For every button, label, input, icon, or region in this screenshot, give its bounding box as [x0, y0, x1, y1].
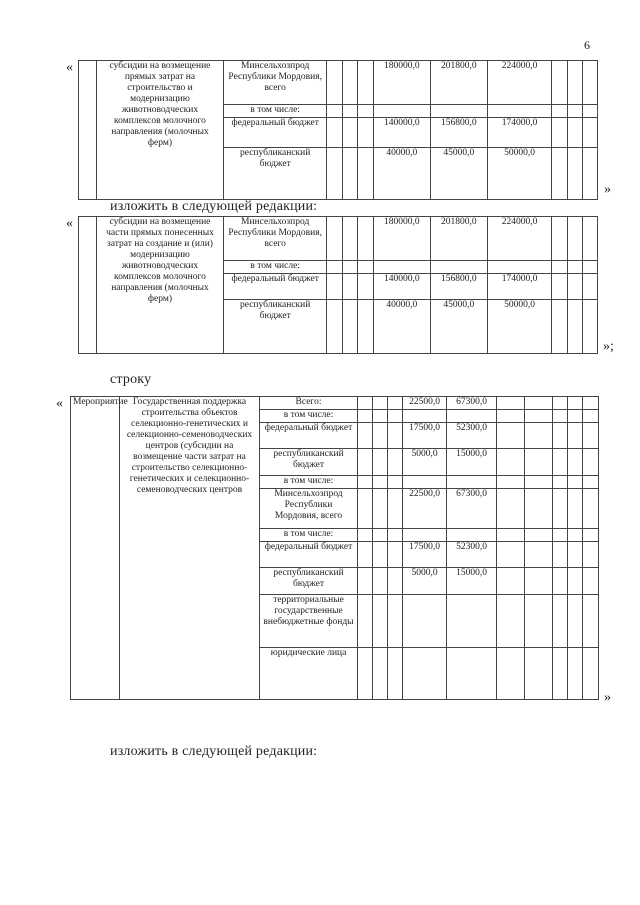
value-cell: 67300,0 [447, 397, 497, 410]
value-cell: 45000,0 [430, 300, 487, 354]
table-row [79, 217, 598, 261]
value-cell: 52300,0 [447, 423, 497, 449]
measure-description: субсидии на возмещение прямых затрат на строительство и модернизацию животноводческих комплексов молочного направления (молочных ферм) [96, 61, 224, 200]
row-instruction: строку [110, 372, 152, 387]
measure-description: Государственная поддержка строительства объектов селекционно-генетических и селекционно-семеноводческих центров (субсидии на возмещение части затрат на строительство селекционно-генетических и селекционно-семеноводческих центров [120, 397, 260, 700]
row-label: в том числе: [260, 529, 358, 542]
page-number: 6 [584, 38, 590, 52]
measure-description: субсидии на возмещение части прямых понесенных затрат на создание и (или) модернизацию животноводческих комплексов молочного направления (молочных ферм) [96, 217, 224, 354]
open-quote: « [66, 216, 73, 231]
value-cell: 17500,0 [403, 423, 447, 449]
row-label: Минсельхозпрод Республики Мордовия, всего [224, 61, 327, 105]
value-cell: 224000,0 [487, 217, 551, 261]
row-label: республиканский бюджет [224, 148, 327, 200]
row-label: Всего: [260, 397, 358, 410]
value-cell: 17500,0 [403, 542, 447, 568]
table-row [79, 61, 598, 105]
value-cell: 201800,0 [430, 217, 487, 261]
value-cell: 5000,0 [403, 449, 447, 476]
edit-instruction: изложить в следующей редакции: [110, 744, 318, 759]
close-quote: » [604, 690, 611, 705]
row-label: Минсельхозпрод Республики Мордовия, всего [260, 489, 358, 529]
table-block-1 [78, 60, 598, 200]
value-cell: 180000,0 [373, 61, 430, 105]
table-row [71, 397, 599, 410]
value-cell: 50000,0 [487, 300, 551, 354]
row-label: федеральный бюджет [224, 274, 327, 300]
value-cell: 140000,0 [373, 274, 430, 300]
open-quote: « [66, 60, 73, 75]
row-label: федеральный бюджет [224, 118, 327, 148]
value-cell: 50000,0 [487, 148, 551, 200]
row-label: в том числе: [260, 476, 358, 489]
edit-instruction: изложить в следующей редакции: [110, 199, 318, 214]
row-label: федеральный бюджет [260, 423, 358, 449]
table-block-2 [78, 216, 598, 354]
value-cell: 40000,0 [373, 148, 430, 200]
row-label: республиканский бюджет [260, 568, 358, 595]
row-label: территориальные государственные внебюджетные фонды [260, 595, 358, 648]
value-cell: 5000,0 [403, 568, 447, 595]
value-cell: 174000,0 [487, 118, 551, 148]
value-cell: 67300,0 [447, 489, 497, 529]
value-cell: 15000,0 [447, 568, 497, 595]
value-cell: 15000,0 [447, 449, 497, 476]
open-quote: « [56, 396, 63, 411]
value-cell: 22500,0 [403, 397, 447, 410]
row-label: республиканский бюджет [260, 449, 358, 476]
value-cell: 174000,0 [487, 274, 551, 300]
value-cell: 156800,0 [430, 118, 487, 148]
row-label: в том числе: [260, 410, 358, 423]
value-cell: 45000,0 [430, 148, 487, 200]
table-block-3 [70, 396, 599, 700]
value-cell: 180000,0 [373, 217, 430, 261]
row-type: Мероприятие [71, 397, 120, 700]
row-label: юридические лица [260, 648, 358, 700]
close-quote: » [604, 182, 611, 197]
row-label: в том числе: [224, 261, 327, 274]
value-cell: 201800,0 [430, 61, 487, 105]
row-label: федеральный бюджет [260, 542, 358, 568]
close-quote: »; [603, 339, 614, 354]
value-cell: 224000,0 [487, 61, 551, 105]
row-label: в том числе: [224, 105, 327, 118]
value-cell: 40000,0 [373, 300, 430, 354]
value-cell: 52300,0 [447, 542, 497, 568]
row-label: Минсельхозпрод Республики Мордовия, всего [224, 217, 327, 261]
value-cell: 156800,0 [430, 274, 487, 300]
value-cell: 140000,0 [373, 118, 430, 148]
value-cell: 22500,0 [403, 489, 447, 529]
row-label: республиканский бюджет [224, 300, 327, 354]
